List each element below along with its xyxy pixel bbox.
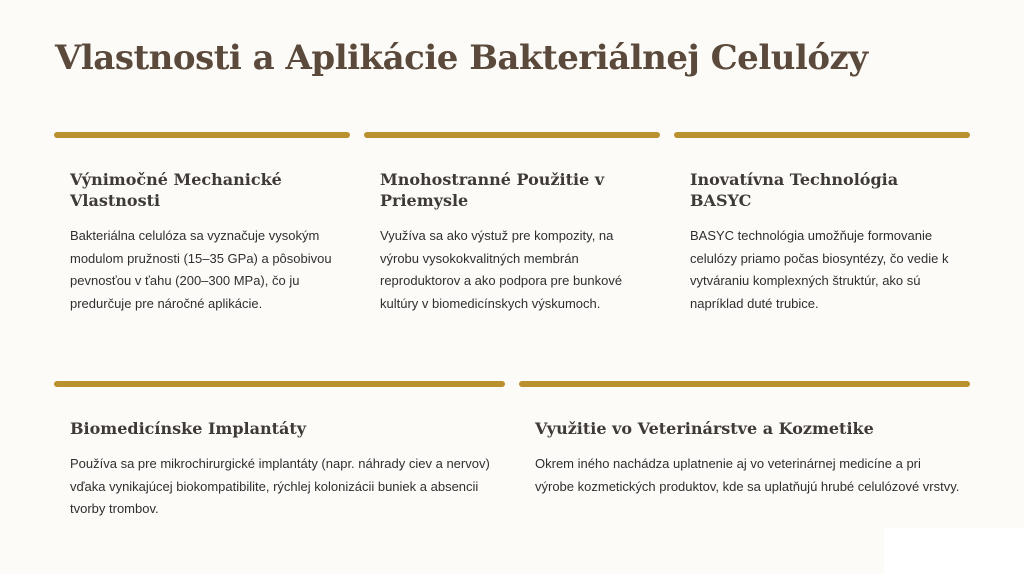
- card-text: Bakteriálna celulóza sa vyznačuje vysokým modulom pružnosti (15–35 GPa) a pôsobivou pevnosťou v ťahu (200–300 MPa), čo ju predurčuje pre náročné aplikácie.: [70, 228, 332, 311]
- card-mechanical-properties: [70, 169, 340, 315]
- accent-bar-3: [674, 132, 970, 138]
- card-text: BASYC technológia umožňuje formovanie celulózy priamo počas biosyntézy, čo vedie k vytváraniu komplexných štruktúr, ako sú napríklad duté trubice.: [690, 228, 949, 311]
- slide-title: Vlastnosti a Aplikácie Bakteriálnej Celulózy: [55, 38, 868, 78]
- accent-bar-4: [54, 381, 505, 387]
- card-heading: Biomedicínske Implantáty: [70, 419, 307, 438]
- card-text: Využíva sa ako výstuž pre kompozity, na výrobu vysokokvalitných membrán reproduktorov a ako podpora pre bunkové kultúry v biomedicínskych výskumoch.: [380, 228, 623, 311]
- accent-bar-1: [54, 132, 350, 138]
- accent-bar-5: [519, 381, 970, 387]
- card-heading: Mnohostranné Použitie v Priemysle: [380, 170, 605, 210]
- card-heading: Výnimočné Mechanické Vlastnosti: [70, 170, 282, 210]
- card-veterinary-cosmetics: [535, 418, 960, 498]
- corner-patch: [884, 528, 1024, 574]
- card-heading: Inovatívna Technológia BASYC: [690, 170, 899, 210]
- card-biomedical-implants: [70, 418, 495, 521]
- card-basyc-technology: [690, 169, 960, 315]
- card-heading: Využitie vo Veterinárstve a Kozmetike: [535, 419, 874, 438]
- card-industry-use: [380, 169, 650, 315]
- card-text: Používa sa pre mikrochirurgické implantáty (napr. náhrady ciev a nervov) vďaka vynikajúcej biokompatibilite, rýchlej kolonizácii buniek a absencii tvorby trombov.: [70, 456, 490, 516]
- card-text: Okrem iného nachádza uplatnenie aj vo veterinárnej medicíne a pri výrobe kozmetických produktov, kde sa uplatňujú hrubé celulózové vrstvy.: [535, 456, 960, 494]
- accent-bar-2: [364, 132, 660, 138]
